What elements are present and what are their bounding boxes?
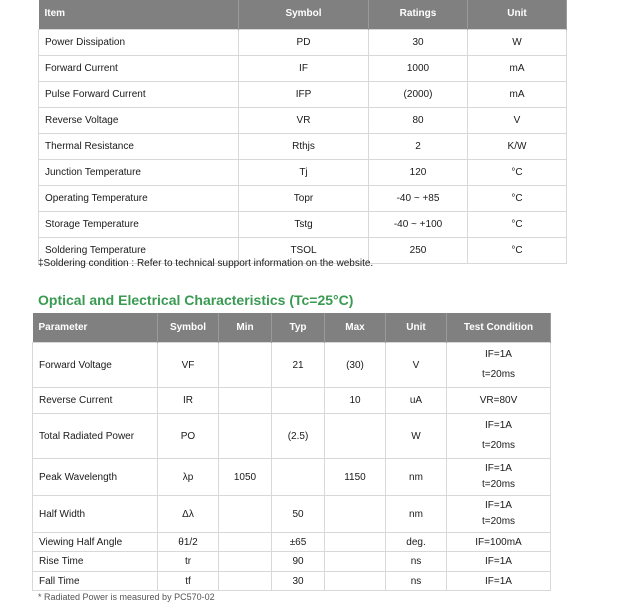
test-condition-line: t=20ms [481, 440, 516, 451]
ratings-cell-symbol: Tj [239, 160, 369, 186]
soldering-note: ‡Soldering condition : Refer to technical support information on the website. [38, 258, 374, 269]
optical-cell-unit: deg. [386, 533, 447, 552]
optical-cell-max [325, 496, 386, 533]
ratings-cell-item: Soldering Temperature [39, 238, 239, 264]
table-row [39, 160, 567, 186]
optical-cell-typ [272, 388, 325, 414]
ratings-header-item: Item [39, 0, 239, 30]
optical-header-test-condition: Test Condition [447, 313, 551, 343]
optical-cell-symbol: tr [158, 552, 219, 572]
optical-cell-min: 1050 [219, 459, 272, 496]
optical-cell-parameter: Rise Time [33, 552, 158, 572]
table-row [33, 572, 551, 591]
optical-cell-test-condition [447, 572, 551, 591]
ratings-cell-symbol: IF [239, 56, 369, 82]
optical-cell-test-condition [447, 388, 551, 414]
ratings-cell-item: Storage Temperature [39, 212, 239, 238]
optical-cell-test-condition [447, 414, 551, 459]
ratings-cell-symbol: Tstg [239, 212, 369, 238]
optical-header-symbol: Symbol [158, 313, 219, 343]
optical-cell-max [325, 533, 386, 552]
optical-cell-max: 1150 [325, 459, 386, 496]
optical-cell-test-condition [447, 496, 551, 533]
ratings-cell-item: Thermal Resistance [39, 134, 239, 160]
test-condition-line: IF=100mA [475, 536, 522, 548]
ratings-cell-item: Power Dissipation [39, 30, 239, 56]
optical-cell-unit: nm [386, 459, 447, 496]
test-condition-line: t=20ms [481, 516, 516, 527]
optical-cell-min [219, 552, 272, 572]
section-title: Optical and Electrical Characteristics (Tc=25°C) [38, 292, 354, 308]
ratings-cell-ratings: (2000) [369, 82, 468, 108]
optical-cell-max [325, 572, 386, 591]
ratings-header-row [39, 0, 567, 30]
optical-header-max: Max [325, 313, 386, 343]
ratings-cell-unit: K/W [468, 134, 567, 160]
optical-cell-max: 10 [325, 388, 386, 414]
optical-cell-min [219, 343, 272, 388]
optical-cell-parameter: Viewing Half Angle [33, 533, 158, 552]
optical-cell-test-condition [447, 343, 551, 388]
optical-cell-typ: 21 [272, 343, 325, 388]
optical-cell-typ: 90 [272, 552, 325, 572]
table-row [33, 414, 551, 459]
ratings-cell-unit: °C [468, 186, 567, 212]
optical-header-row [33, 313, 551, 343]
ratings-header-unit: Unit [468, 0, 567, 30]
optical-cell-parameter: Reverse Current [33, 388, 158, 414]
optical-cell-max [325, 414, 386, 459]
optical-cell-typ [272, 459, 325, 496]
optical-cell-parameter: Fall Time [33, 572, 158, 591]
optical-cell-symbol: VF [158, 343, 219, 388]
ratings-header-ratings: Ratings [369, 0, 468, 30]
ratings-cell-item: Reverse Voltage [39, 108, 239, 134]
ratings-cell-unit: V [468, 108, 567, 134]
optical-cell-typ: 30 [272, 572, 325, 591]
optical-cell-symbol: tf [158, 572, 219, 591]
optical-cell-parameter: Peak Wavelength [33, 459, 158, 496]
ratings-cell-item: Forward Current [39, 56, 239, 82]
optical-cell-test-condition [447, 552, 551, 572]
optical-cell-typ: (2.5) [272, 414, 325, 459]
ratings-cell-symbol: VR [239, 108, 369, 134]
ratings-cell-ratings: 2 [369, 134, 468, 160]
optical-cell-unit: uA [386, 388, 447, 414]
optical-cell-min [219, 572, 272, 591]
optical-cell-symbol: λp [158, 459, 219, 496]
optical-cell-max [325, 552, 386, 572]
optical-cell-typ: 50 [272, 496, 325, 533]
table-row [33, 388, 551, 414]
optical-header-unit: Unit [386, 313, 447, 343]
optical-cell-min [219, 388, 272, 414]
test-condition-line: t=20ms [481, 479, 516, 490]
ratings-cell-ratings: 30 [369, 30, 468, 56]
ratings-cell-item: Junction Temperature [39, 160, 239, 186]
optical-cell-unit: nm [386, 496, 447, 533]
ratings-cell-unit: °C [468, 212, 567, 238]
optical-cell-min [219, 414, 272, 459]
table-row [33, 459, 551, 496]
ratings-cell-item: Pulse Forward Current [39, 82, 239, 108]
table-row [39, 186, 567, 212]
optical-cell-parameter: Forward Voltage [33, 343, 158, 388]
optical-cell-unit: W [386, 414, 447, 459]
optical-cell-unit: ns [386, 552, 447, 572]
ratings-cell-symbol: Topr [239, 186, 369, 212]
table-row [33, 552, 551, 572]
ratings-cell-ratings: 250 [369, 238, 468, 264]
ratings-cell-unit: mA [468, 82, 567, 108]
optical-cell-typ: ±65 [272, 533, 325, 552]
test-condition-line: IF=1A [485, 575, 512, 587]
table-row [39, 30, 567, 56]
table-row [39, 108, 567, 134]
radiated-power-note: * Radiated Power is measured by PC570-02 [38, 592, 215, 602]
optical-header-parameter: Parameter [33, 313, 158, 343]
table-row [39, 82, 567, 108]
test-condition-line: IF=1A [485, 349, 512, 360]
ratings-cell-ratings: 80 [369, 108, 468, 134]
ratings-cell-unit: °C [468, 160, 567, 186]
ratings-cell-ratings: 120 [369, 160, 468, 186]
ratings-cell-ratings: 1000 [369, 56, 468, 82]
optical-cell-min [219, 533, 272, 552]
test-condition-line: IF=1A [485, 556, 512, 567]
test-condition-line: IF=1A [485, 420, 512, 431]
optical-cell-min [219, 496, 272, 533]
table-row [33, 343, 551, 388]
optical-cell-max: (30) [325, 343, 386, 388]
ratings-cell-symbol: Rthjs [239, 134, 369, 160]
ratings-cell-ratings: -40 ~ +85 [369, 186, 468, 212]
optical-cell-unit: ns [386, 572, 447, 591]
ratings-header-symbol: Symbol [239, 0, 369, 30]
test-condition-line: VR=80V [479, 395, 518, 406]
ratings-cell-unit: mA [468, 56, 567, 82]
table-row [39, 212, 567, 238]
test-condition-line: IF=1A [485, 463, 512, 474]
ratings-cell-symbol: IFP [239, 82, 369, 108]
optical-header-typ: Typ [272, 313, 325, 343]
ratings-cell-symbol: PD [239, 30, 369, 56]
optical-cell-symbol: IR [158, 388, 219, 414]
optical-cell-test-condition [447, 533, 551, 552]
ratings-cell-item: Operating Temperature [39, 186, 239, 212]
ratings-cell-symbol: TSOL [239, 238, 369, 264]
table-row [33, 496, 551, 533]
ratings-cell-unit: °C [468, 238, 567, 264]
ratings-cell-unit: W [468, 30, 567, 56]
optical-cell-unit: V [386, 343, 447, 388]
optical-cell-parameter: Half Width [33, 496, 158, 533]
optical-cell-test-condition [447, 459, 551, 496]
ratings-table [38, 0, 567, 264]
optical-table [32, 313, 551, 591]
optical-cell-symbol: Δλ [158, 496, 219, 533]
table-row [33, 533, 551, 552]
test-condition-line: t=20ms [481, 369, 516, 380]
optical-cell-symbol: θ1/2 [158, 533, 219, 552]
optical-header-min: Min [219, 313, 272, 343]
test-condition-line: IF=1A [485, 500, 512, 511]
optical-cell-parameter: Total Radiated Power [33, 414, 158, 459]
optical-cell-symbol: PO [158, 414, 219, 459]
table-row [39, 56, 567, 82]
ratings-cell-ratings: -40 ~ +100 [369, 212, 468, 238]
table-row [39, 134, 567, 160]
